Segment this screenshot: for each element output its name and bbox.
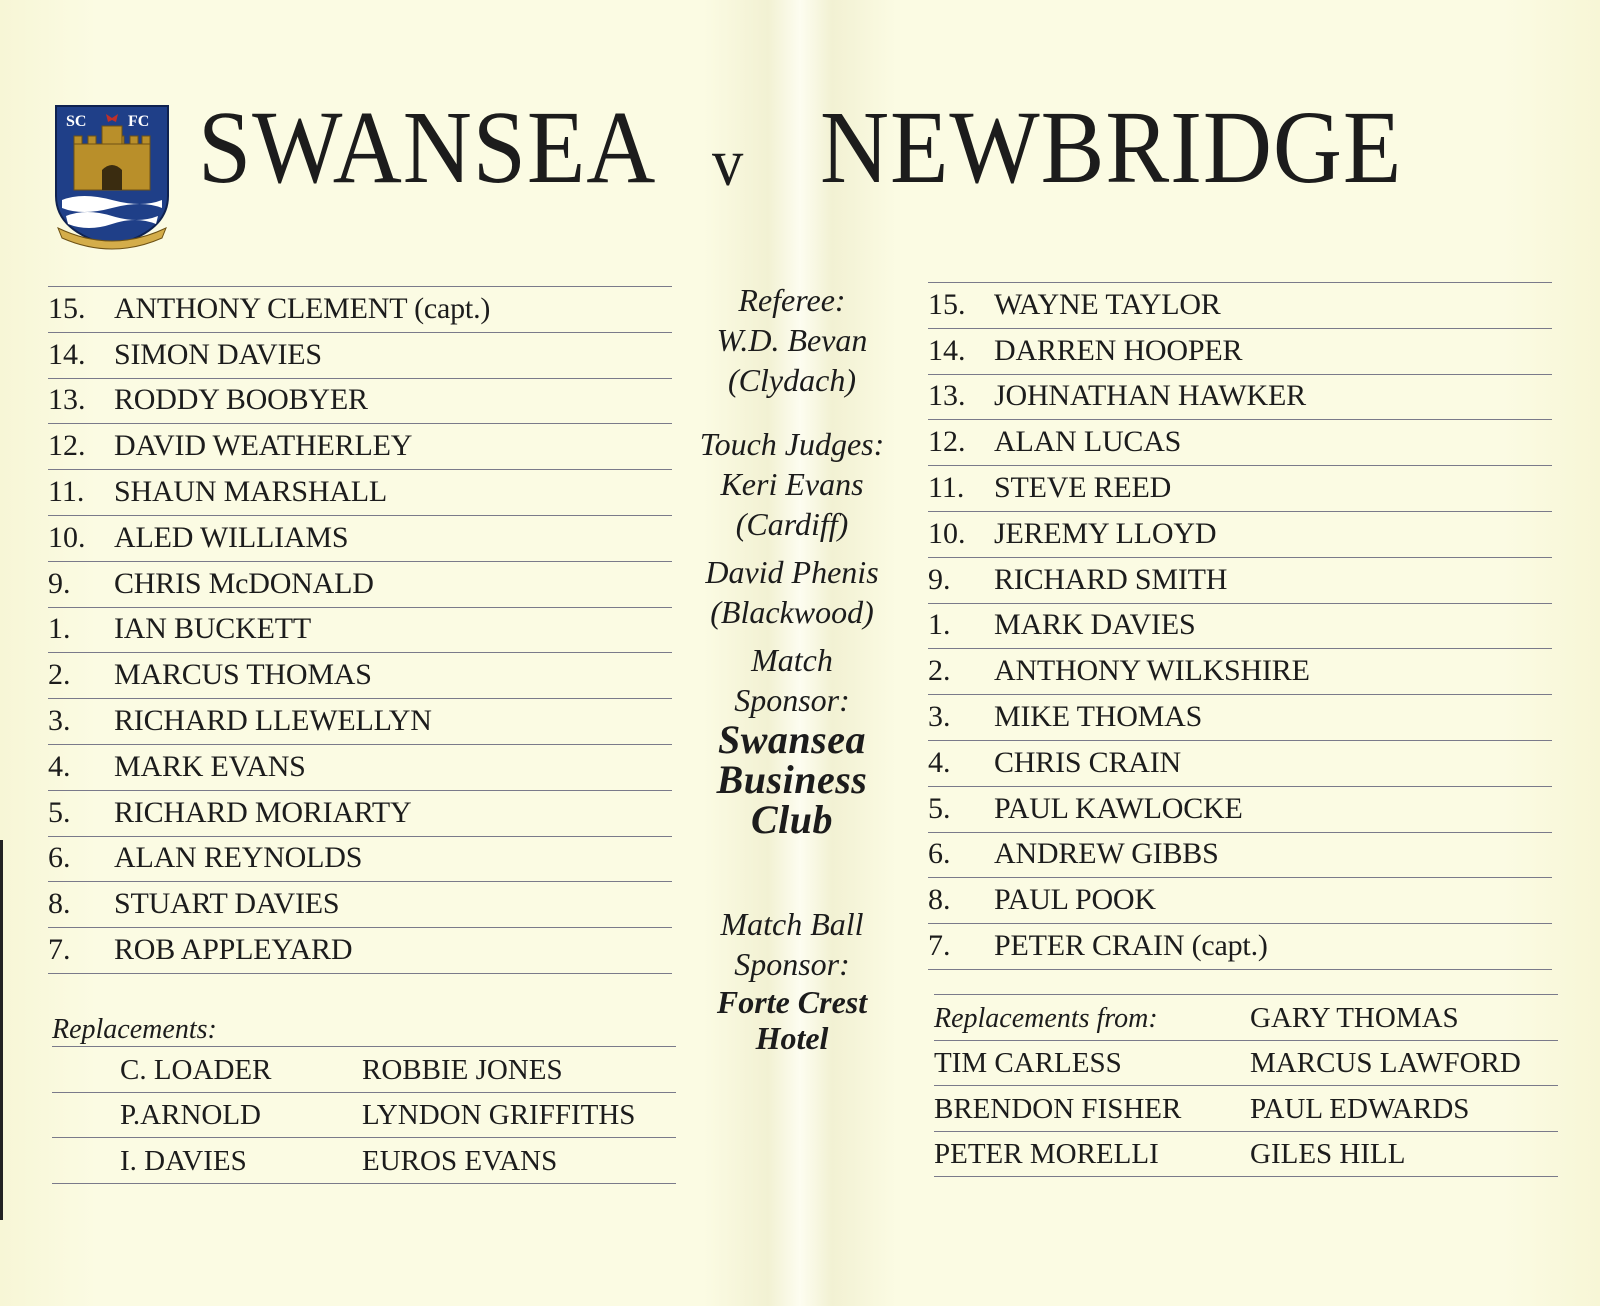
player-row <box>928 740 1552 786</box>
player-row <box>928 923 1552 970</box>
replacements-label: Replacements from: <box>934 1002 1158 1034</box>
player-number: 10. <box>48 520 86 554</box>
replacement-name: MARCUS LAWFORD <box>1250 1047 1521 1080</box>
player-row <box>48 378 672 424</box>
player-number: 12. <box>928 425 966 459</box>
player-number: 13. <box>48 383 86 417</box>
replacement-name: PETER MORELLI <box>934 1138 1159 1171</box>
player-number: 13. <box>928 379 966 413</box>
player-name: ALAN LUCAS <box>994 425 1182 459</box>
replacement-name: EUROS EVANS <box>362 1144 558 1177</box>
player-row <box>928 374 1552 420</box>
replacement-row <box>934 1040 1558 1086</box>
page-edge <box>0 840 11 1220</box>
player-number: 11. <box>928 470 965 504</box>
player-name: MARK EVANS <box>114 749 306 783</box>
player-row <box>48 286 672 332</box>
replacement-row <box>934 994 1558 1040</box>
player-name: ANDREW GIBBS <box>994 837 1219 871</box>
player-name: ROB APPLEYARD <box>114 932 353 966</box>
player-row <box>48 836 672 882</box>
crest-right-letters: FC <box>128 113 150 130</box>
referee-label: Referee: <box>738 282 846 318</box>
touch-judge-club: (Blackwood) <box>710 594 874 630</box>
player-row <box>928 419 1552 465</box>
crest-left-letters: SC <box>66 113 87 130</box>
player-name: SHAUN MARSHALL <box>114 474 388 508</box>
replacement-name: BRENDON FISHER <box>934 1092 1182 1125</box>
player-number: 5. <box>928 791 951 825</box>
replacement-name: TIM CARLESS <box>934 1047 1122 1080</box>
player-number: 8. <box>928 883 951 917</box>
player-number: 2. <box>48 658 71 692</box>
player-number: 2. <box>928 654 951 688</box>
touch-judges-label: Touch Judges: <box>699 426 885 462</box>
player-name: SIMON DAVIES <box>114 337 322 371</box>
replacement-name: PAUL EDWARDS <box>1250 1092 1470 1125</box>
replacement-name: GARY THOMAS <box>1250 1001 1459 1034</box>
player-number: 1. <box>48 612 71 646</box>
player-name: WAYNE TAYLOR <box>994 287 1221 321</box>
player-row <box>928 648 1552 694</box>
player-number: 4. <box>48 749 71 783</box>
player-name: JOHNATHAN HAWKER <box>994 379 1306 413</box>
player-row <box>928 832 1552 878</box>
player-number: 15. <box>928 287 966 321</box>
ball-sponsor-label: Sponsor: <box>734 946 850 982</box>
player-name: MARK DAVIES <box>994 608 1196 642</box>
player-name: ANTHONY WILKSHIRE <box>994 654 1310 688</box>
player-name: RODDY BOOBYER <box>114 383 368 417</box>
player-name: ALAN REYNOLDS <box>114 841 363 875</box>
player-row <box>928 511 1552 557</box>
sponsor-label: Sponsor: <box>734 682 850 718</box>
player-number: 6. <box>928 837 951 871</box>
player-row <box>48 698 672 744</box>
player-row <box>48 423 672 469</box>
player-number: 9. <box>928 562 951 596</box>
player-row <box>928 603 1552 649</box>
player-number: 14. <box>928 333 966 367</box>
home-team-title: SWANSEA <box>198 90 657 205</box>
replacement-name: LYNDON GRIFFITHS <box>362 1099 636 1132</box>
player-name: DAVID WEATHERLEY <box>114 429 413 463</box>
player-name: DARREN HOOPER <box>994 333 1243 367</box>
home-replacements <box>52 1002 676 1184</box>
player-row <box>48 927 672 974</box>
player-number: 10. <box>928 516 966 550</box>
touch-judge-name: David Phenis <box>705 554 879 590</box>
player-name: RICHARD SMITH <box>994 562 1228 596</box>
player-name: IAN BUCKETT <box>114 612 311 646</box>
player-name: STEVE REED <box>994 470 1172 504</box>
replacement-name: P.ARNOLD <box>120 1099 261 1132</box>
replacement-row <box>52 1046 676 1092</box>
player-name: ANTHONY CLEMENT (capt.) <box>114 291 491 325</box>
away-replacements <box>934 994 1558 1177</box>
player-name: PAUL POOK <box>994 883 1156 917</box>
ball-sponsor: Forte Crest <box>716 984 868 1020</box>
player-name: CHRIS McDONALD <box>114 566 374 600</box>
replacement-name: I. DAVIES <box>120 1144 247 1177</box>
player-number: 9. <box>48 566 71 600</box>
match-sponsor: Business <box>716 757 868 802</box>
versus-label: v <box>712 124 745 200</box>
player-row <box>928 465 1552 511</box>
player-number: 3. <box>48 703 71 737</box>
player-row <box>48 515 672 561</box>
home-team-list <box>48 286 672 974</box>
player-name: CHRIS CRAIN <box>994 745 1181 779</box>
player-row <box>928 282 1552 328</box>
player-row <box>48 652 672 698</box>
officials-column <box>682 280 902 1056</box>
player-number: 15. <box>48 291 86 325</box>
player-name: RICHARD LLEWELLYN <box>114 703 432 737</box>
player-name: MIKE THOMAS <box>994 699 1203 733</box>
player-row <box>928 877 1552 923</box>
player-number: 1. <box>928 608 951 642</box>
replacement-row <box>934 1131 1558 1178</box>
sponsor-label: Match <box>751 642 833 678</box>
replacement-name: C. LOADER <box>120 1053 272 1086</box>
replacement-row <box>52 1137 676 1184</box>
replacement-name: ROBBIE JONES <box>362 1053 563 1086</box>
player-row <box>48 607 672 653</box>
player-row <box>48 561 672 607</box>
referee-club: (Clydach) <box>728 362 856 398</box>
player-row <box>48 469 672 515</box>
player-row <box>928 786 1552 832</box>
player-name: PETER CRAIN (capt.) <box>994 928 1268 962</box>
player-row <box>48 332 672 378</box>
player-row <box>48 881 672 927</box>
player-number: 5. <box>48 795 71 829</box>
replacement-row <box>52 1092 676 1138</box>
away-team-list <box>928 282 1552 970</box>
match-sponsor: Club <box>750 797 834 842</box>
away-team-title: NEWBRIDGE <box>820 90 1403 205</box>
player-number: 14. <box>48 337 86 371</box>
replacement-row <box>934 1085 1558 1131</box>
player-number: 4. <box>928 745 951 779</box>
player-row <box>48 790 672 836</box>
player-row <box>928 694 1552 740</box>
player-number: 11. <box>48 474 85 508</box>
player-number: 3. <box>928 699 951 733</box>
player-name: MARCUS THOMAS <box>114 658 372 692</box>
player-name: RICHARD MORIARTY <box>114 795 412 829</box>
player-name: ALED WILLIAMS <box>114 520 349 554</box>
player-number: 6. <box>48 841 71 875</box>
touch-judge-name: Keri Evans <box>720 466 864 502</box>
player-row <box>48 744 672 790</box>
player-number: 8. <box>48 887 71 921</box>
touch-judge-club: (Cardiff) <box>735 506 849 542</box>
player-row <box>928 557 1552 603</box>
player-name: JEREMY LLOYD <box>994 516 1217 550</box>
player-row <box>928 328 1552 374</box>
player-number: 7. <box>928 928 951 962</box>
referee-name: W.D. Bevan <box>716 322 868 358</box>
replacement-name: GILES HILL <box>1250 1138 1406 1171</box>
player-number: 12. <box>48 429 86 463</box>
player-name: PAUL KAWLOCKE <box>994 791 1243 825</box>
player-name: STUART DAVIES <box>114 887 340 921</box>
castle-crest-icon <box>52 104 172 254</box>
replacements-label: Replacements: <box>52 1014 217 1045</box>
ball-sponsor-label: Match Ball <box>720 906 864 942</box>
player-number: 7. <box>48 932 71 966</box>
ball-sponsor: Hotel <box>755 1020 829 1056</box>
match-sponsor: Swansea <box>718 717 866 762</box>
